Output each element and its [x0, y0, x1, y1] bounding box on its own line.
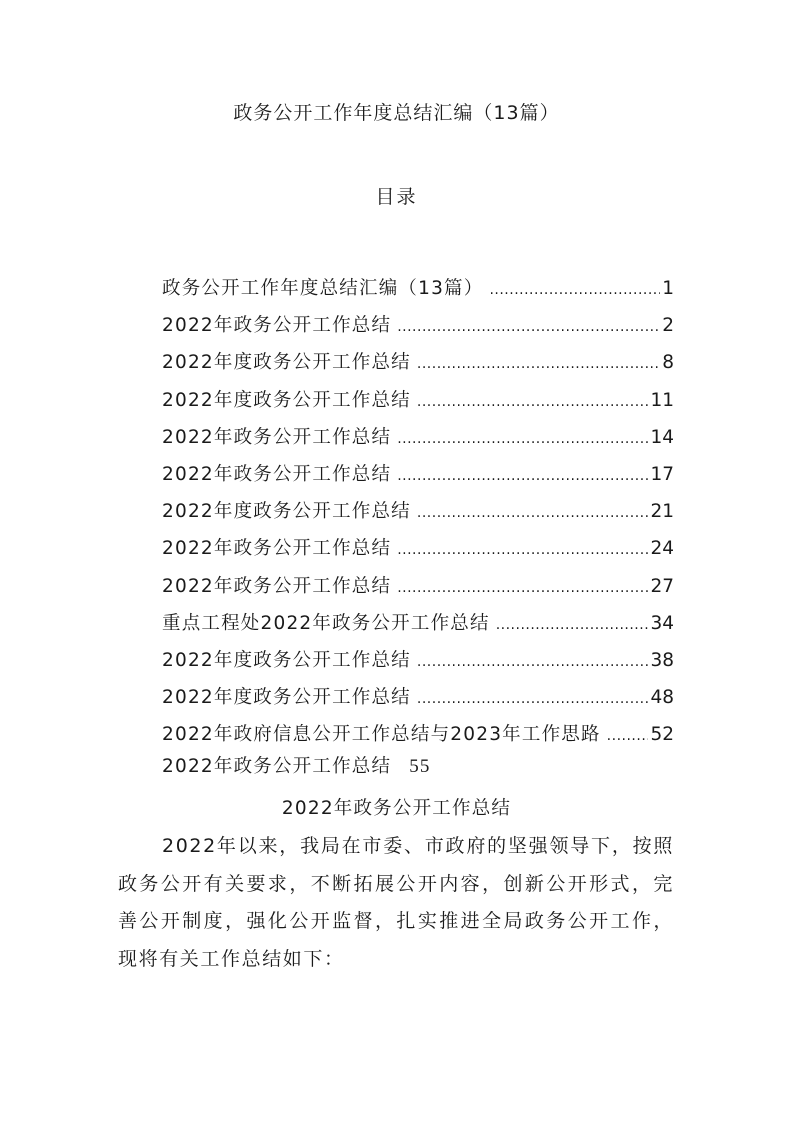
toc-item-title: 2022年政务公开工作总结: [162, 426, 392, 448]
toc-item-last[interactable]: [162, 752, 431, 778]
toc-item-title: 2022年政府信息公开工作总结与2023年工作思路: [162, 724, 601, 746]
toc-item[interactable]: [162, 348, 674, 385]
toc-item-title: 2022年度政务公开工作总结: [162, 389, 411, 411]
toc-item-title: 政务公开工作年度总结汇编（13篇）: [162, 278, 484, 299]
toc-item[interactable]: [162, 497, 674, 534]
toc-item-page: 24: [650, 538, 674, 560]
toc-item[interactable]: [162, 534, 674, 571]
toc-item-page: 52: [650, 724, 674, 746]
toc-leader-dots: [397, 319, 660, 335]
toc-item-page: 21: [650, 501, 674, 523]
toc-item-page: 14: [650, 426, 674, 448]
toc-item[interactable]: [162, 683, 674, 720]
toc-item-title: 2022年度政务公开工作总结: [162, 649, 411, 671]
toc-item-title: 2022年政务公开工作总结: [162, 315, 392, 337]
toc-item-title: 2022年政务公开工作总结: [162, 463, 392, 485]
toc-item-page: 8: [662, 352, 674, 374]
toc-item-page: 38: [650, 649, 674, 671]
body-paragraph: 2022年以来，我局在市委、市政府的坚强领导下，按照政务公开有关要求，不断拓展公开内容，创新公开形式，完善公开制度，强化公开监督，扎实推进全局政务公开工作，现将有关工作总结如下：: [118, 835, 674, 970]
toc-item-page: 34: [650, 612, 674, 634]
toc-item[interactable]: [162, 460, 674, 497]
toc-item-page: 48: [650, 687, 674, 709]
toc-leader-dots: [397, 431, 648, 447]
toc-item[interactable]: [162, 646, 674, 683]
toc-item[interactable]: [162, 311, 674, 348]
section-title: 2022年政务公开工作总结: [281, 798, 512, 819]
toc-item-page: 55: [409, 756, 431, 777]
toc-leader-dots: [397, 468, 648, 484]
toc-item-title: 2022年度政务公开工作总结: [162, 352, 411, 374]
toc-item[interactable]: [162, 423, 674, 460]
toc-item[interactable]: [162, 386, 674, 423]
toc-leader-dots: [607, 728, 649, 744]
toc-leader-dots: [417, 394, 649, 410]
toc-leader-dots: [417, 505, 649, 521]
toc-item-page: 11: [650, 389, 674, 411]
toc-item-page: 27: [650, 575, 674, 597]
toc-item-title: 重点工程处2022年政务公开工作总结: [162, 612, 490, 634]
toc-item-title: 2022年政务公开工作总结: [162, 538, 392, 560]
toc-heading: 目录: [375, 186, 418, 208]
toc-item[interactable]: [162, 609, 674, 646]
toc-leader-dots: [417, 691, 649, 707]
toc-leader-dots: [489, 282, 660, 298]
toc-leader-dots: [417, 356, 660, 372]
toc-leader-dots: [417, 654, 649, 670]
toc-leader-dots: [496, 617, 649, 633]
document-title: 政务公开工作年度总结汇编（13篇）: [233, 102, 560, 124]
toc-item[interactable]: [162, 572, 674, 609]
toc-item[interactable]: [162, 274, 674, 311]
toc-item-title: 2022年政务公开工作总结: [162, 575, 392, 597]
toc-leader-dots: [397, 542, 648, 558]
toc-item-page: 2: [662, 315, 674, 337]
toc-leader-dots: [397, 580, 648, 596]
toc-item-title: 2022年度政务公开工作总结: [162, 687, 411, 709]
table-of-contents: [162, 274, 674, 757]
toc-item-title: 2022年政务公开工作总结: [162, 756, 392, 777]
toc-item-page: 17: [650, 463, 674, 485]
toc-item-title: 2022年度政务公开工作总结: [162, 501, 411, 523]
toc-item-page: 1: [662, 278, 674, 299]
